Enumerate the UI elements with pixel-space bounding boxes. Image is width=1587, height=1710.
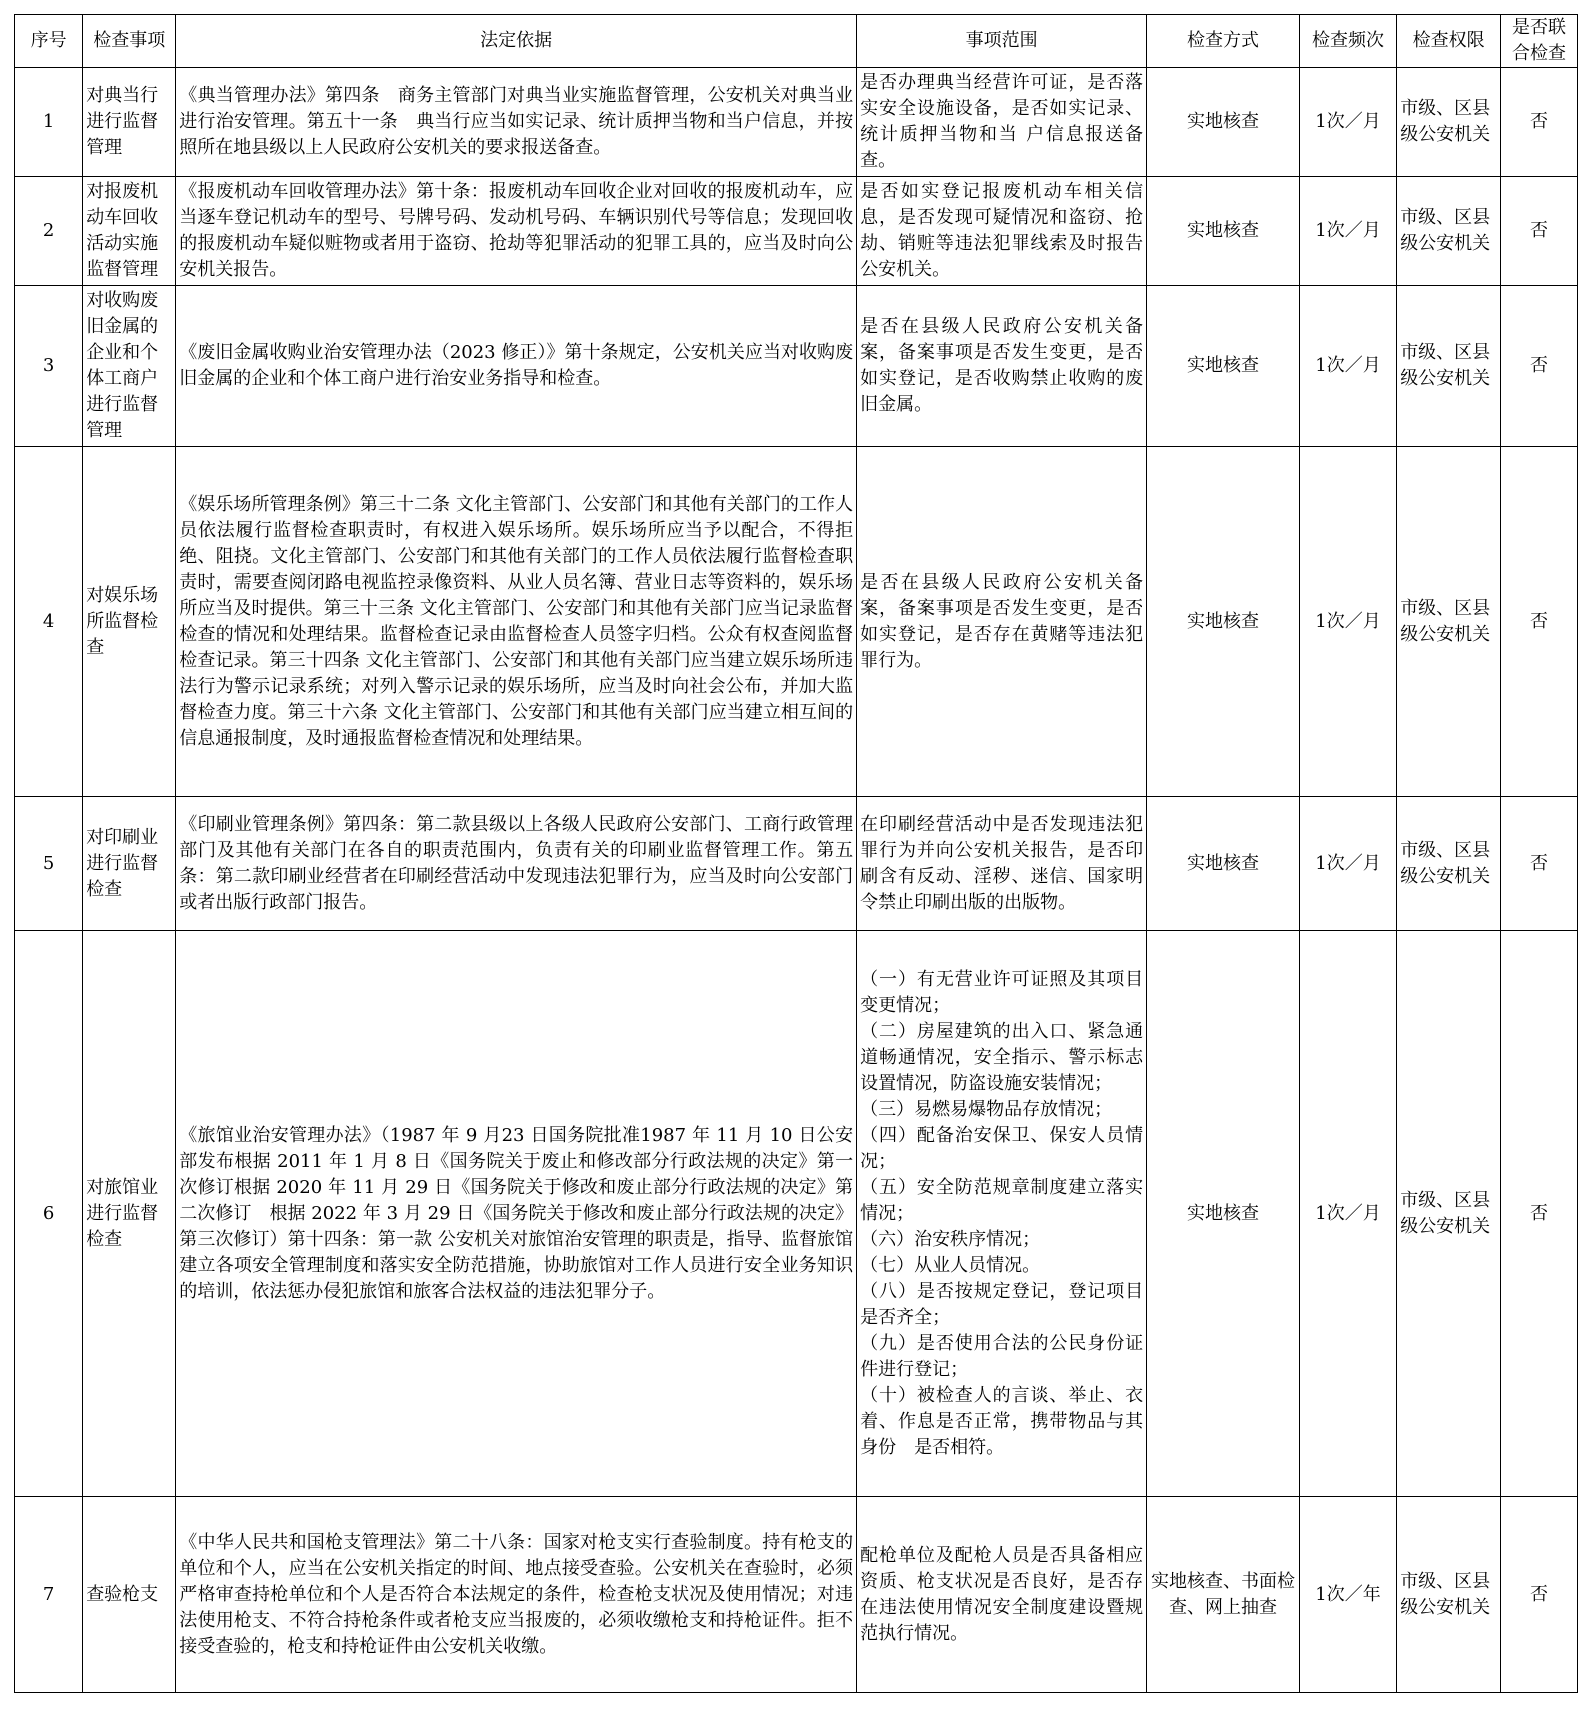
- cell-item: 对娱乐场所监督检查: [83, 447, 176, 797]
- cell-basis: 《旅馆业治安管理办法》（1987 年 9 月23 日国务院批准1987 年 11 月 10 日公安部发布根据 2011 年 1 月 8 日《国务院关于废止和修改部分行政法规的决定》第一次修订根据 2020 年 11 月 29 日《国务院关于修改和废止部分行政法规的决定》第二次修订 根据 2022 年 3 月 29 日《国务院关于修改和废止部分行政法规的决定》第三次修订）第十四条：第一款 公安机关对旅馆治安管理的职责是，指导、监督旅馆建立各项安全管理制度和落实安全防范措施，协助旅馆对工作人员进行安全业务知识的培训，依法惩办侵犯旅馆和旅客合法权益的违法犯罪分子。: [176, 931, 857, 1497]
- cell-method: 实地核查: [1147, 931, 1300, 1497]
- cell-basis: 《典当管理办法》第四条 商务主管部门对典当业实施监督管理，公安机关对典当业进行治安管理。第五十一条 典当行应当如实记录、统计质押当物和当户信息，并按照所在地县级以上人民政府公安机关的要求报送备查。: [176, 68, 857, 177]
- table-row: [15, 177, 1578, 286]
- cell-scope: 是否在县级人民政府公安机关备案，备案事项是否发生变更，是否如实登记，是否存在黄赌等违法犯罪行为。: [857, 447, 1147, 797]
- cell-joint: 否: [1501, 1497, 1578, 1693]
- cell-item: 对典当行进行监督管理: [83, 68, 176, 177]
- scope-list-item: （一）有无营业许可证照及其项目变更情况；: [860, 968, 1144, 1016]
- cell-frequency: 1次／月: [1299, 68, 1396, 177]
- cell-seq: 2: [15, 177, 83, 286]
- scope-list-item: （三）易燃易爆物品存放情况；: [860, 1098, 1113, 1120]
- header-seq: 序号: [15, 15, 83, 68]
- cell-scope-list: [857, 931, 1147, 1497]
- cell-frequency: 1次／月: [1299, 931, 1396, 1497]
- scope-list-item: （七）从业人员情况。: [860, 1254, 1041, 1276]
- cell-basis: 《报废机动车回收管理办法》第十条：报废机动车回收企业对回收的报废机动车，应当逐车登记机动车的型号、号牌号码、发动机号码、车辆识别代号等信息；发现回收的报废机动车疑似赃物或者用于盗窃、抢劫等犯罪活动的犯罪工具的，应当及时向公安机关报告。: [176, 177, 857, 286]
- scope-list-item: （八）是否按规定登记，登记项目是否齐全；: [860, 1280, 1144, 1328]
- cell-frequency: 1次／月: [1299, 797, 1396, 931]
- scope-list-item: （二）房屋建筑的出入口、紧急通道畅通情况，安全指示、警示标志设置情况，防盗设施安装情况；: [860, 1020, 1144, 1094]
- cell-item: 查验枪支: [83, 1497, 176, 1693]
- cell-joint: 否: [1501, 68, 1578, 177]
- table-row: [15, 447, 1578, 797]
- cell-authority: 市级、区县级公安机关: [1397, 286, 1501, 447]
- cell-method: 实地核查: [1147, 68, 1300, 177]
- cell-joint: 否: [1501, 286, 1578, 447]
- cell-seq: 5: [15, 797, 83, 931]
- table-row: [15, 797, 1578, 931]
- cell-seq: 3: [15, 286, 83, 447]
- cell-item: 对印刷业进行监督检查: [83, 797, 176, 931]
- cell-basis: 《印刷业管理条例》第四条：第二款县级以上各级人民政府公安部门、工商行政管理部门及其他有关部门在各自的职责范围内，负责有关的印刷业监督管理工作。第五条：第二款印刷业经营者在印刷经营活动中发现违法犯罪行为，应当及时向公安部门或者出版行政部门报告。: [176, 797, 857, 931]
- cell-scope: 是否办理典当经营许可证，是否落实安全设施设备，是否如实记录、统计质押当物和当 户信息报送备查。: [857, 68, 1147, 177]
- cell-scope: 在印刷经营活动中是否发现违法犯罪行为并向公安机关报告，是否印刷含有反动、淫秽、迷信、国家明令禁止印刷出版的出版物。: [857, 797, 1147, 931]
- inspection-table: [14, 14, 1578, 1693]
- cell-method: 实地核查: [1147, 797, 1300, 931]
- table-row: [15, 286, 1578, 447]
- cell-authority: 市级、区县级公安机关: [1397, 177, 1501, 286]
- cell-method: 实地核查: [1147, 177, 1300, 286]
- cell-authority: 市级、区县级公安机关: [1397, 447, 1501, 797]
- cell-seq: 7: [15, 1497, 83, 1693]
- cell-joint: 否: [1501, 447, 1578, 797]
- table-row: [15, 1497, 1578, 1693]
- scope-list-item: （六）治安秩序情况；: [860, 1228, 1041, 1250]
- cell-frequency: 1次／年: [1299, 1497, 1396, 1693]
- cell-frequency: 1次／月: [1299, 177, 1396, 286]
- header-frequency: 检查频次: [1299, 15, 1396, 68]
- header-basis: 法定依据: [176, 15, 857, 68]
- cell-frequency: 1次／月: [1299, 286, 1396, 447]
- cell-method: 实地核查: [1147, 447, 1300, 797]
- scope-list-item: （四）配备治安保卫、保安人员情况；: [860, 1124, 1144, 1172]
- cell-scope: 配枪单位及配枪人员是否具备相应资质、枪支状况是否良好，是否存在违法使用情况安全制度建设暨规范执行情况。: [857, 1497, 1147, 1693]
- cell-joint: 否: [1501, 177, 1578, 286]
- header-method: 检查方式: [1147, 15, 1300, 68]
- cell-scope: 是否在县级人民政府公安机关备案，备案事项是否发生变更，是否如实登记，是否收购禁止收购的废旧金属。: [857, 286, 1147, 447]
- cell-item: 对报废机动车回收活动实施监督管理: [83, 177, 176, 286]
- scope-list-item: （十）被检查人的言谈、举止、衣着、作息是否正常，携带物品与其身份 是否相符。: [860, 1384, 1144, 1458]
- header-joint: 是否联合检查: [1501, 15, 1578, 68]
- cell-method: 实地核查: [1147, 286, 1300, 447]
- cell-basis: 《中华人民共和国枪支管理法》第二十八条：国家对枪支实行查验制度。持有枪支的单位和个人，应当在公安机关指定的时间、地点接受查验。公安机关在查验时，必须严格审查持枪单位和个人是否符合本法规定的条件，检查枪支状况及使用情况；对违法使用枪支、不符合持枪条件或者枪支应当报废的，必须收缴枪支和持枪证件。拒不接受查验的，枪支和持枪证件由公安机关收缴。: [176, 1497, 857, 1693]
- cell-basis: 《娱乐场所管理条例》第三十二条 文化主管部门、公安部门和其他有关部门的工作人员依法履行监督检查职责时，有权进入娱乐场所。娱乐场所应当予以配合，不得拒绝、阻挠。文化主管部门、公安部门和其他有关部门的工作人员依法履行监督检查职责时，需要查阅闭路电视监控录像资料、从业人员名簿、营业日志等资料的，娱乐场所应当及时提供。第三十三条 文化主管部门、公安部门和其他有关部门应当记录监督检查的情况和处理结果。监督检查记录由监督检查人员签字归档。公众有权查阅监督检查记录。第三十四条 文化主管部门、公安部门和其他有关部门应当建立娱乐场所违法行为警示记录系统；对列入警示记录的娱乐场所，应当及时向社会公布，并加大监督检查力度。第三十六条 文化主管部门、公安部门和其他有关部门应当建立相互间的信息通报制度，及时通报监督检查情况和处理结果。: [176, 447, 857, 797]
- cell-authority: 市级、区县级公安机关: [1397, 1497, 1501, 1693]
- cell-seq: 6: [15, 931, 83, 1497]
- cell-authority: 市级、区县级公安机关: [1397, 797, 1501, 931]
- cell-method: 实地核查、书面检查、网上抽查: [1147, 1497, 1300, 1693]
- cell-authority: 市级、区县级公安机关: [1397, 931, 1501, 1497]
- cell-scope: 是否如实登记报废机动车相关信息，是否发现可疑情况和盗窃、抢劫、销赃等违法犯罪线索及时报告公安机关。: [857, 177, 1147, 286]
- cell-authority: 市级、区县级公安机关: [1397, 68, 1501, 177]
- cell-seq: 1: [15, 68, 83, 177]
- header-authority: 检查权限: [1397, 15, 1501, 68]
- table-row: [15, 931, 1578, 1497]
- header-row: [15, 15, 1578, 68]
- cell-frequency: 1次／月: [1299, 447, 1396, 797]
- header-scope: 事项范围: [857, 15, 1147, 68]
- scope-list-item: （五）安全防范规章制度建立落实情况；: [860, 1176, 1144, 1224]
- cell-basis: 《废旧金属收购业治安管理办法（2023 修正）》第十条规定，公安机关应当对收购废旧金属的企业和个体工商户进行治安业务指导和检查。: [176, 286, 857, 447]
- header-item: 检查事项: [83, 15, 176, 68]
- cell-joint: 否: [1501, 797, 1578, 931]
- scope-list-item: （九）是否使用合法的公民身份证件进行登记；: [860, 1332, 1144, 1380]
- cell-item: 对旅馆业进行监督检查: [83, 931, 176, 1497]
- cell-seq: 4: [15, 447, 83, 797]
- table-row: [15, 68, 1578, 177]
- cell-item: 对收购废旧金属的企业和个体工商户进行监督管理: [83, 286, 176, 447]
- cell-joint: 否: [1501, 931, 1578, 1497]
